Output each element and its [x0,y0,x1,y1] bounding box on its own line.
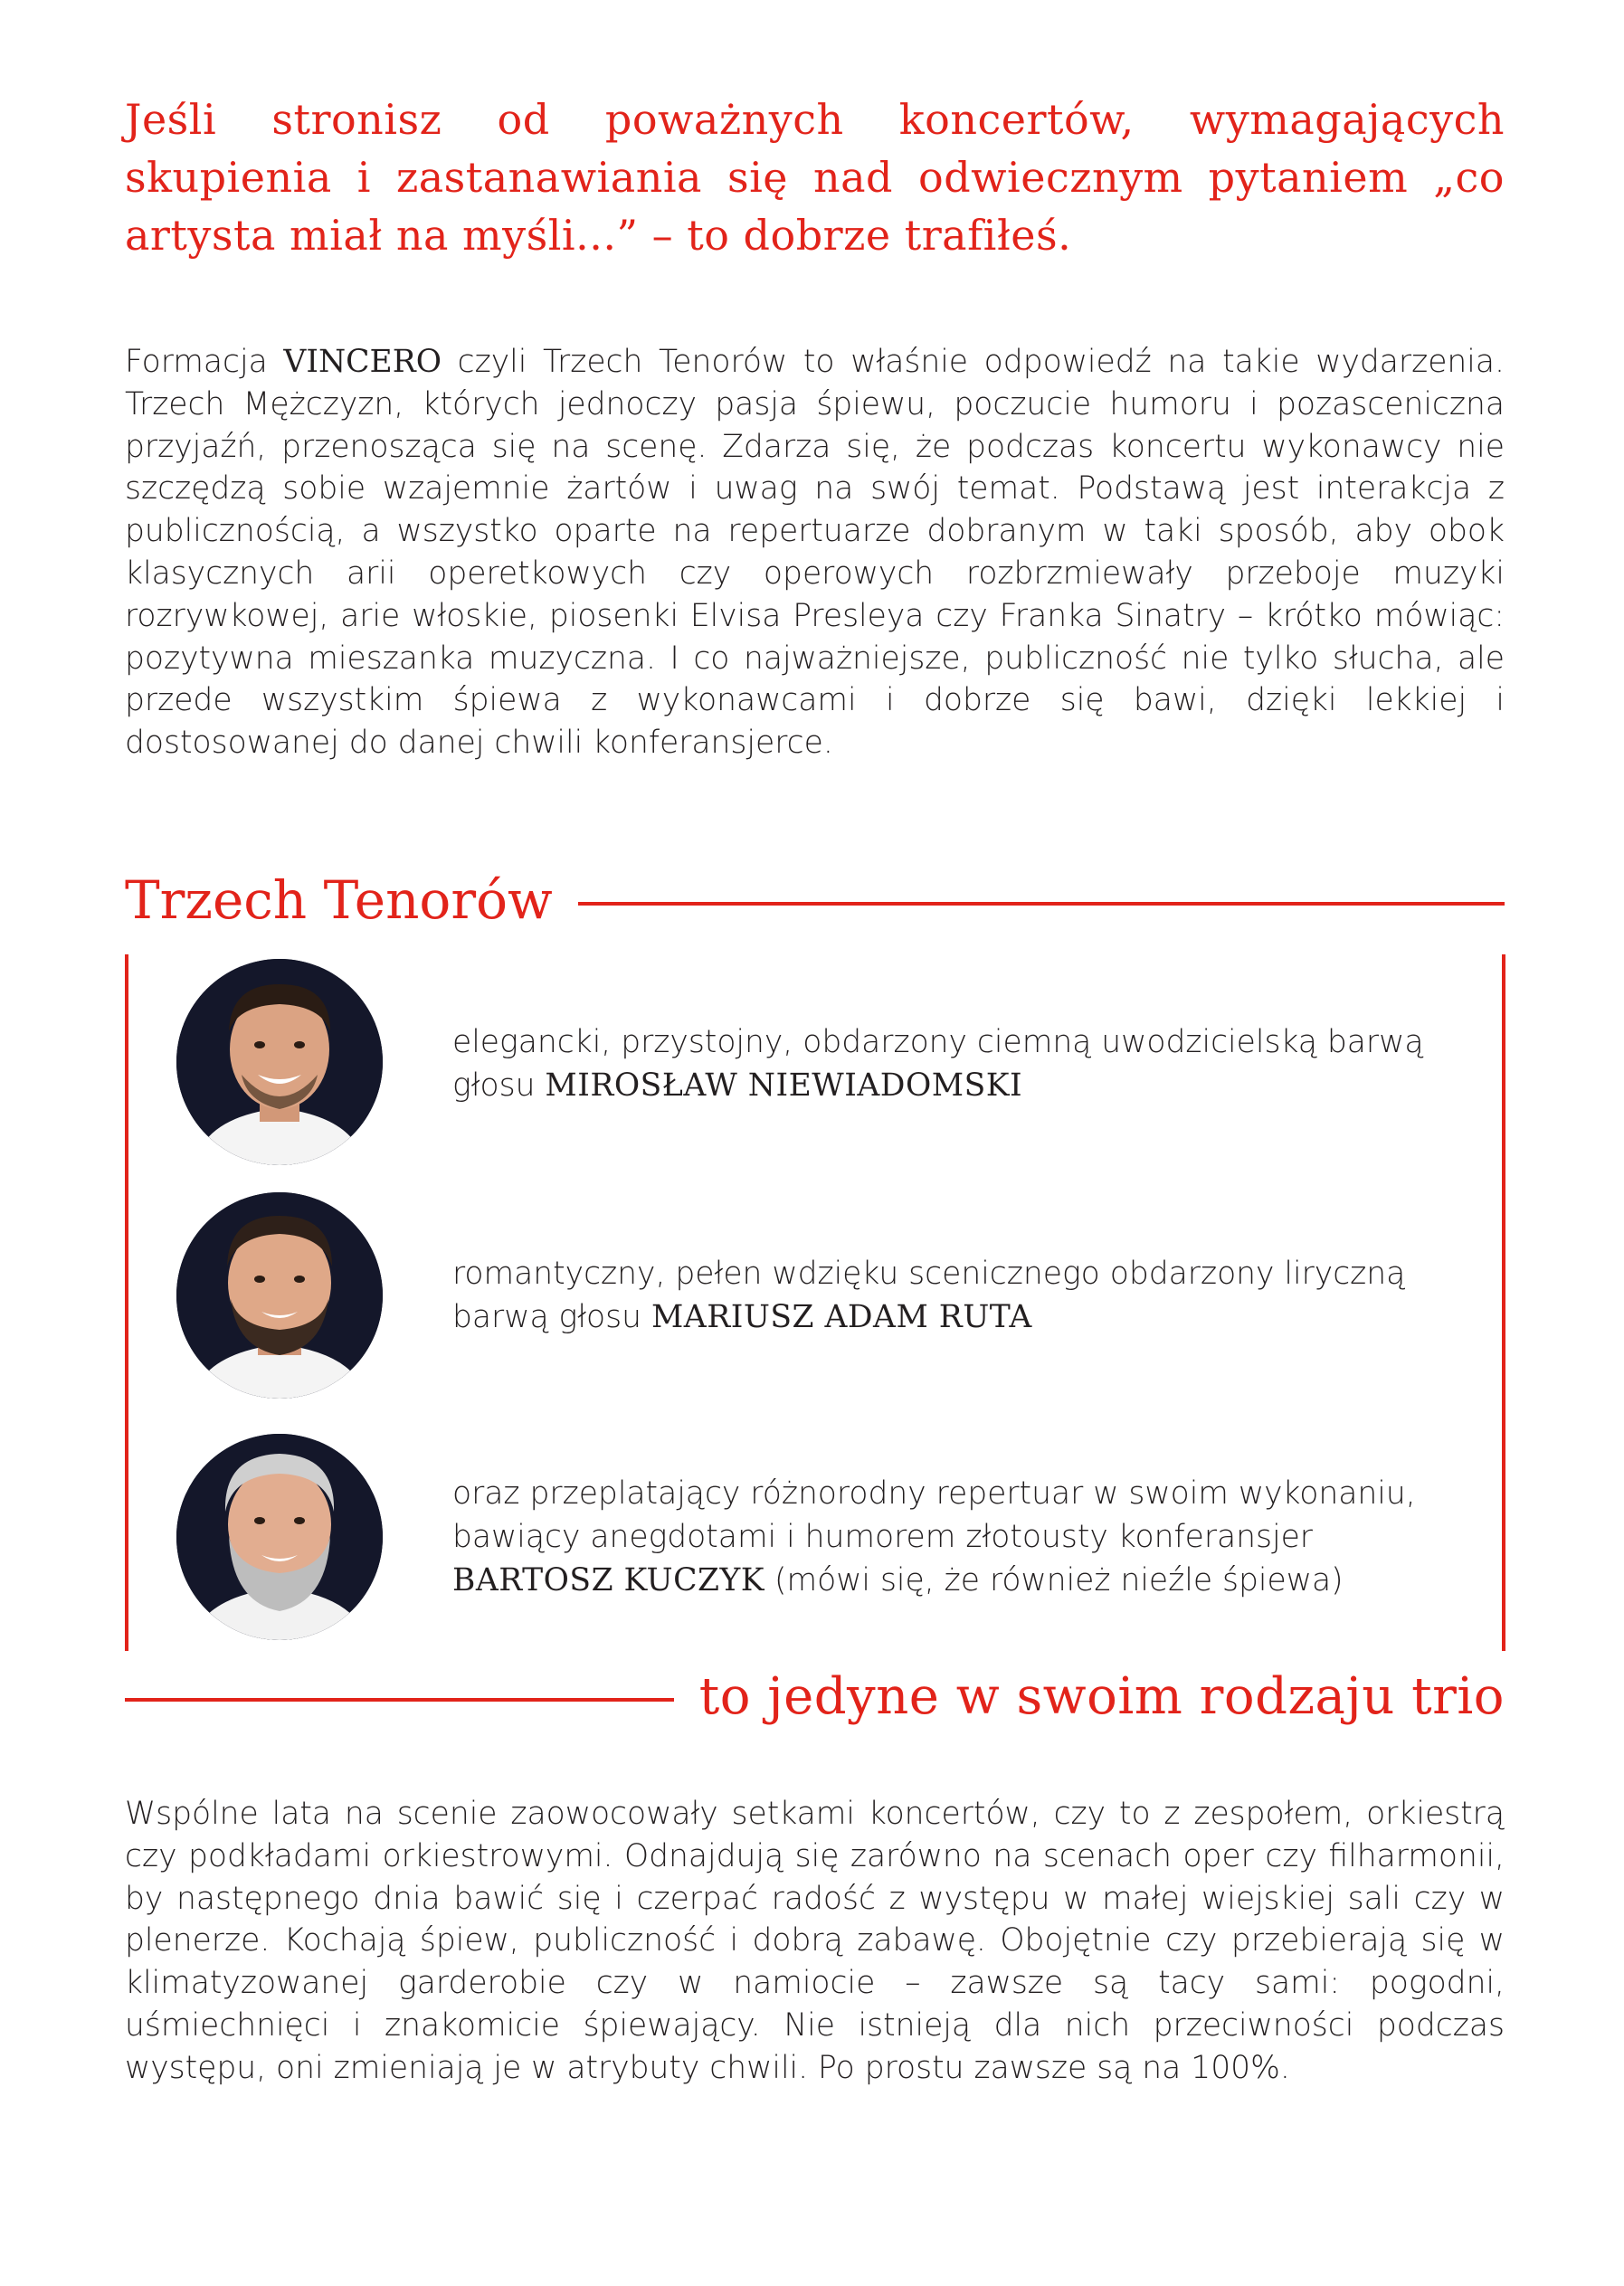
closing-heading [125,1655,1505,1737]
heading-rule [578,902,1505,906]
tenor-name: BARTOSZ KUCZYK [452,1562,765,1598]
heading-rule [125,1698,674,1702]
tenor-card [176,1192,1470,1400]
tenor-description [452,1020,1466,1107]
tenor-photo [176,959,383,1165]
tenor-name: MIROSŁAW NIEWIADOMSKI [545,1067,1023,1104]
tenor-description [452,1252,1466,1339]
tenor-card [176,959,1470,1167]
tenor-photo [176,1192,383,1399]
tenor-desc-text: elegancki, przystojny, obdarzony ciemną uwodzicielską barwą głosu [452,1024,1424,1104]
tenor-desc-suffix: (mówi się, że również nieźle śpiewa) [765,1562,1344,1598]
frame-left-border [125,954,128,1651]
tenor-description [452,1472,1466,1602]
intro-before: Formacja [125,344,284,380]
tenor-desc-text: romantyczny, pełen wdzięku scenicznego obdarzony liryczną barwą głosu [452,1256,1406,1335]
tenor-name: MARIUSZ ADAM RUTA [651,1299,1032,1335]
intro-paragraph [125,341,1505,764]
section-heading-text: Trzech Tenorów [125,869,553,931]
tenor-desc-text: oraz przeplatający różnorodny repertuar w swoim wykonaniu, bawiący anegdotami i humorem złotousty konferansjer [452,1475,1416,1555]
frame-right-border [1502,954,1505,1651]
brand-name: VINCERO [283,344,442,380]
tenor-card [176,1434,1470,1642]
outro-paragraph: Wspólne lata na scenie zaowocowały setkami koncertów, czy to z zespołem, orkiestrą czy podkładami orkiestrowymi. Odnajdują się zarówno na scenach oper czy filharmonii, by następnego dnia bawić się i czerpać radość z występu w małej wiejskiej sali czy w plenerze. Kochają śpiew, publiczność i dobrą zabawę. Obojętnie czy przebierają się w klimatyzowanej garderobie czy w namiocie – zawsze są tacy sami: pogodni, uśmiechnięci i znakomicie śpiewający. Nie istnieją dla nich przeciwności podczas występu, oni zmieniają je w atrybuty chwili. Po prostu zawsze są na 100%. [125,1796,1505,2086]
closing-heading-text: to jedyne w swoim rodzaju trio [698,1666,1505,1726]
tenor-photo [176,1434,383,1640]
intro-after: czyli Trzech Tenorów to właśnie odpowiedź na takie wydarzenia. Trzech Mężczyzn, których jednoczy pasja śpiewu, poczucie humoru i pozasceniczna przyjaźń, przenosząca się na scenę. Zdarza się, że podczas koncertu wykonawcy nie szczędzą sobie wzajemnie żartów i uwag na swój temat. Podstawą jest interakcja z publicznością, a wszystko oparte na repertuarze dobranym w taki sposób, aby obok klasycznych arii operetkowych czy operowych rozbrzmiewały przeboje muzyki rozrywkowej, arie włoskie, piosenki Elvisa Presleya czy Franka Sinatry – krótko mówiąc: pozytywna mieszanka muzyczna. I co najważniejsze, publiczność nie tylko słucha, ale przede wszystkim śpiewa z wykonawcami i dobrze się bawi, dzięki lekkiej i dostosowanej do danej chwili konferansjerce. [125,344,1505,762]
lead-paragraph: Jeśli stronisz od poważnych koncertów, wymagających skupienia i zastanawiania się nad odwiecznym pytaniem „co artysta miał na myśli...” – to dobrze trafiłeś. [125,95,1505,260]
section-heading [125,859,1505,941]
